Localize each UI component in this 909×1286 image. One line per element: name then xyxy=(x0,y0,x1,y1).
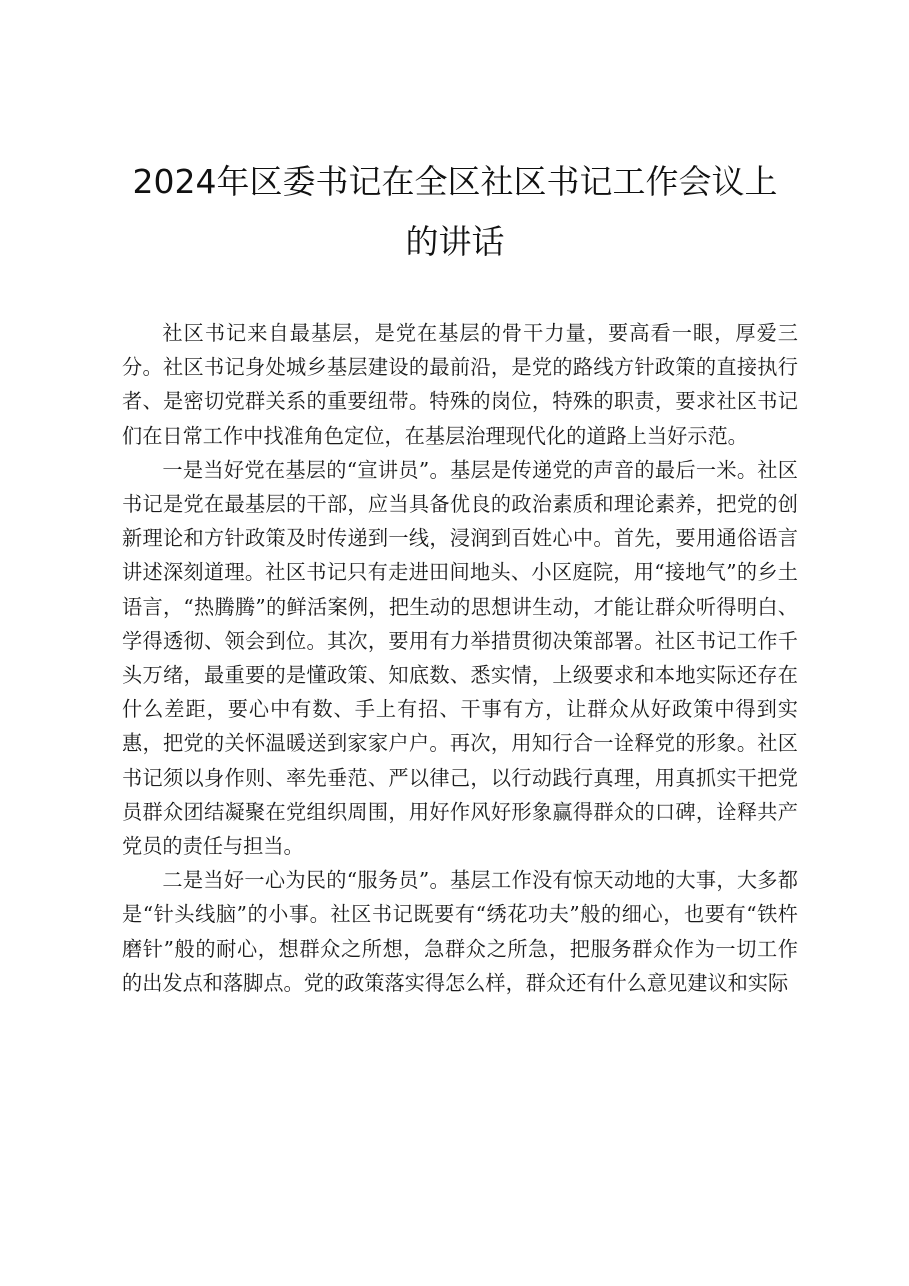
document-title xyxy=(110,152,800,272)
document-body xyxy=(122,316,798,1000)
paragraph-intro: 社区书记来自最基层，是党在基层的骨干力量，要高看一眼，厚爱三分。社区书记身处城乡基层建设的最前沿，是党的路线方针政策的直接执行者、是密切党群关系的重要纽带。特殊的岗位，特殊的职责，要求社区书记们在日常工作中找准角色定位，在基层治理现代化的道路上当好示范。 xyxy=(122,321,798,448)
paragraph-point-2: 二是当好一心为民的“服务员”。基层工作没有惊天动地的大事，大多都是“针头线脑”的小事。社区书记既要有“绣花功夫”般的细心，也要有“铁杵磨针”般的耐心，想群众之所想，急群众之所急，把服务群众作为一切工作的出发点和落脚点。党的政策落实得怎么样，群众还有什么意见建议和实际 xyxy=(122,868,798,995)
title-line-2: 的讲话 xyxy=(405,222,505,261)
title-line-1: 2024年区委书记在全区社区书记工作会议上 xyxy=(132,162,778,201)
paragraph-point-1: 一是当好党在基层的“宣讲员”。基层是传递党的声音的最后一米。社区书记是党在最基层的干部，应当具备优良的政治素质和理论素养，把党的创新理论和方针政策及时传递到一线，浸润到百姓心中。首先，要用通俗语言讲述深刻道理。社区书记只有走进田间地头、小区庭院，用“接地气”的乡土语言，“热腾腾”的鲜活案例，把生动的思想讲生动，才能让群众听得明白、学得透彻、领会到位。其次，要用有力举措贯彻决策部署。社区书记工作千头万绪，最重要的是懂政策、知底数、悉实情，上级要求和本地实际还存在什么差距，要心中有数、手上有招、干事有方，让群众从好政策中得到实惠，把党的关怀温暖送到家家户户。再次，用知行合一诠释党的形象。社区书记须以身作则、率先垂范、严以律己，以行动践行真理，用真抓实干把党员群众团结凝聚在党组织周围，用好作风好形象赢得群众的口碑，诠释共产党员的责任与担当。 xyxy=(122,457,798,859)
